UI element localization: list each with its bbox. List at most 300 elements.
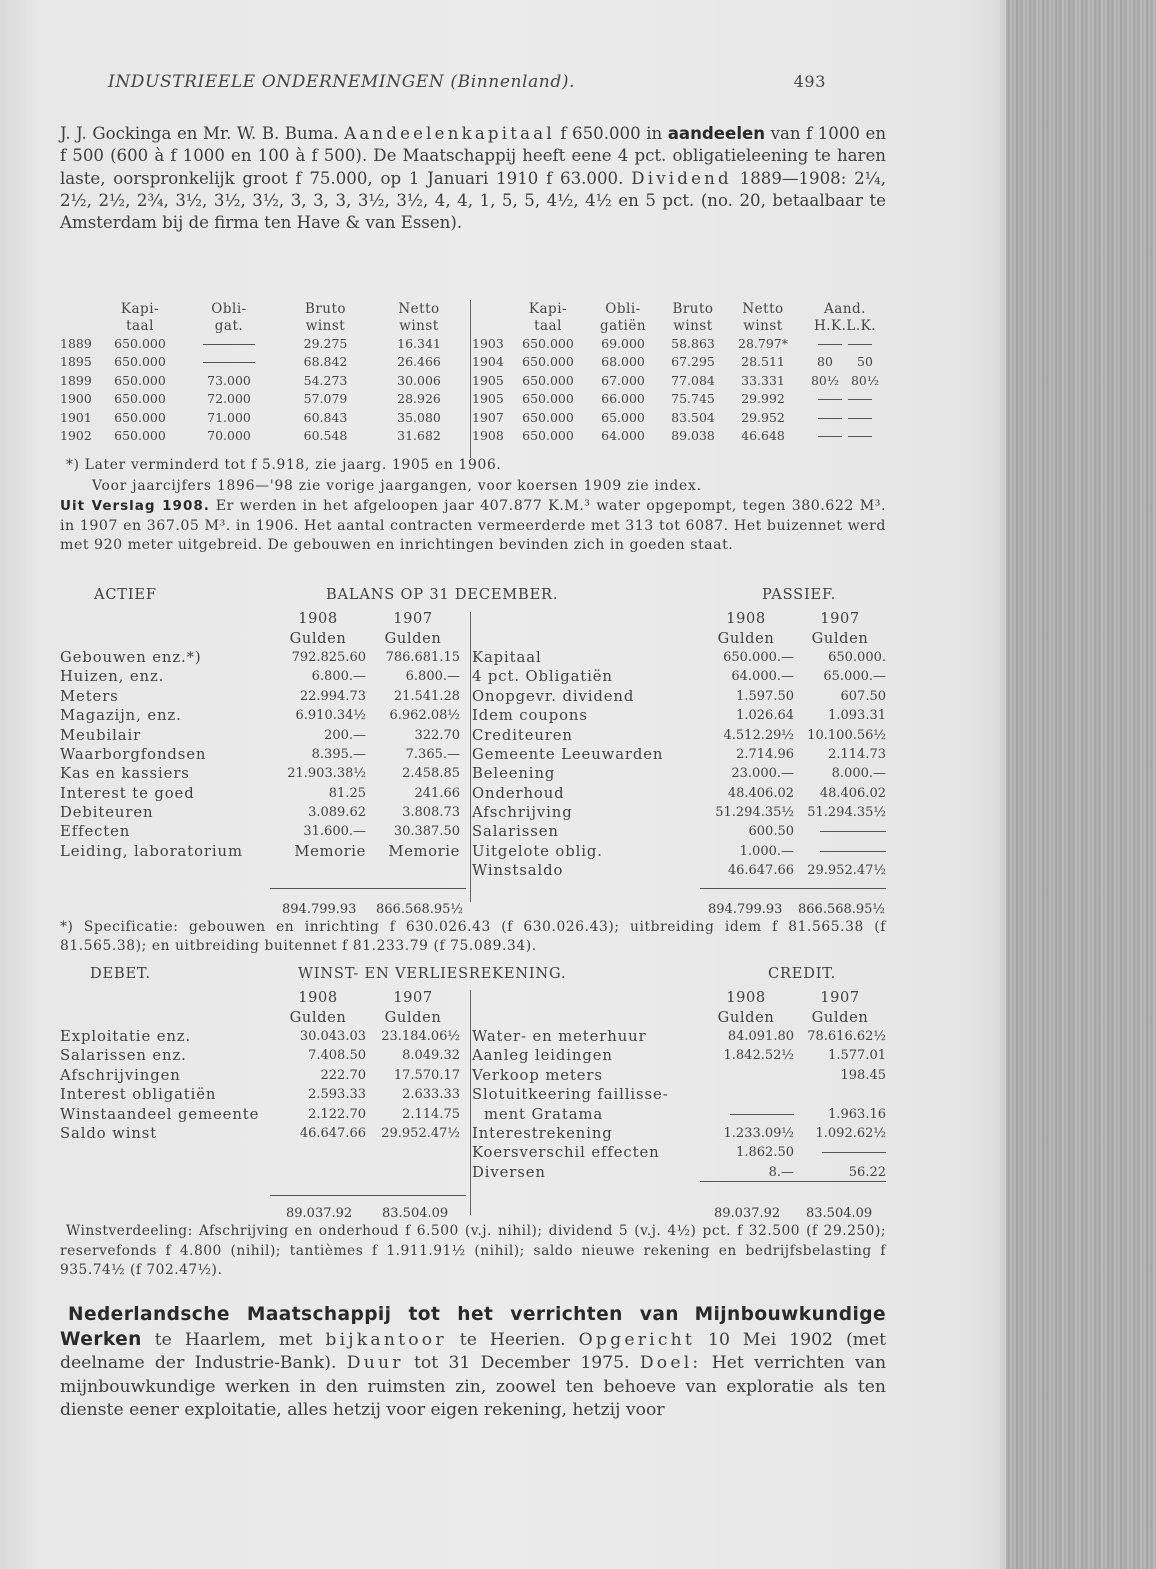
- table-row: [472, 1124, 886, 1143]
- value-1908: 3.089.62: [308, 805, 366, 821]
- row-label: Waarborgfondsen: [60, 745, 207, 763]
- table-row: [472, 1066, 886, 1085]
- obligat: 67.000: [601, 372, 645, 388]
- value-1908: 46.647.66: [299, 1125, 366, 1141]
- kapitaal: 650.000: [522, 372, 574, 388]
- row-label: Leiding, laboratorium: [60, 842, 243, 860]
- year-header-row: [60, 609, 460, 628]
- obligat: 69.000: [601, 335, 645, 351]
- yearly-note: Voor jaarcijfers 1896—'98 zie vorige jaargangen, voor koersen 1909 zie index.: [92, 478, 702, 494]
- value-1907: 2.458.85: [402, 766, 460, 782]
- value-1908: 46.647.66: [727, 863, 794, 879]
- value-1907: 8.000.—: [831, 766, 886, 782]
- row-label: Afschrijving: [472, 804, 573, 822]
- debet-total-1908: 89.037.92: [286, 1206, 353, 1221]
- value-1908: 64.000.—: [731, 669, 794, 685]
- debet-total-1907: 83.504.09: [382, 1206, 449, 1221]
- table-row: [472, 784, 886, 803]
- value-1907: 6.962.08½: [389, 708, 460, 724]
- table-row: [60, 1124, 460, 1143]
- passief-total-rule: [700, 888, 886, 889]
- table-row: [60, 706, 460, 725]
- value-1907: 48.406.02: [819, 785, 886, 801]
- col-obligatien-2: gatiën: [599, 317, 647, 334]
- value-1908: 600.50: [748, 824, 794, 840]
- table-row: [60, 648, 460, 667]
- row-label: Meters: [60, 687, 119, 705]
- header-row-1: [60, 300, 465, 317]
- row-label: Aanleg leidingen: [472, 1047, 613, 1065]
- header-row-1: [472, 300, 892, 317]
- row-label: Idem coupons: [472, 707, 588, 725]
- value-1908: 48.406.02: [727, 785, 794, 801]
- lk: 80½: [850, 372, 880, 388]
- value-1908: 4.512.29½: [723, 727, 794, 743]
- label-opgericht: Opgericht: [578, 1329, 696, 1350]
- bruto: 67.295: [671, 354, 715, 370]
- year: 1901: [60, 409, 92, 425]
- value-1908: 51.294.35½: [715, 805, 794, 821]
- value-1908-dash: [698, 1104, 794, 1123]
- row-label: Meubilair: [60, 726, 142, 744]
- year: 1889: [60, 335, 92, 351]
- row-label: Crediteuren: [472, 726, 573, 744]
- table-row: [472, 1143, 886, 1162]
- company-name-line1: Nederlandsche Maatschappij tot het verrichten van: [68, 1304, 679, 1325]
- table-row: [472, 745, 886, 764]
- row-label: Onderhoud: [472, 784, 565, 802]
- debet-heading: DEBET.: [90, 965, 151, 982]
- value-1908: 1.862.50: [736, 1145, 794, 1161]
- value-1907: [794, 1085, 886, 1104]
- row-label: Salarissen enz.: [60, 1047, 187, 1065]
- actief-total-1908: 894.799.93: [282, 902, 357, 917]
- value-1907: 21.541.28: [393, 688, 460, 704]
- credit-total-rule: [700, 1181, 886, 1182]
- pl-title: WINST- EN VERLIESREKENING.: [298, 965, 567, 982]
- yearly-footnote: *) Later verminderd tot f 5.918, zie jaarg. 1905 en 1906.: [66, 457, 502, 473]
- obligat: 72.000: [207, 391, 251, 407]
- table-row: [60, 390, 465, 409]
- netto: 35.080: [397, 409, 441, 425]
- intro-paragraph: [60, 123, 886, 234]
- table-row: [472, 803, 886, 822]
- passief-total-1908: 894.799.93: [708, 902, 783, 917]
- netto: 31.682: [397, 428, 441, 444]
- col-unit-1908: Gulden: [717, 629, 775, 647]
- year: 1908: [472, 428, 504, 444]
- table-divider: [470, 300, 471, 458]
- winstverdeeling-paragraph: Winstverdeeling: Afschrijving en onderhoud f 6.500 (v.j. nihil); dividend 5 (v.j. 4½) pct. f 32.500 (f 29.250); reservefonds f 4.800 (nihil); tantièmes f 1.911.91½ (nihil); saldo nieuwe rekening en bedrijfsbelasting f 935.74½ (f 702.47½).: [60, 1223, 886, 1278]
- kapitaal: 650.000: [114, 372, 166, 388]
- table-row: [472, 842, 886, 861]
- bruto: 68.842: [303, 354, 348, 370]
- value-1908: [698, 1085, 794, 1104]
- value-1908: 22.994.73: [299, 688, 366, 704]
- table-row: [60, 1104, 460, 1123]
- branch-location: te Heerien.: [459, 1329, 566, 1350]
- obligat: 64.000: [601, 428, 645, 444]
- kapitaal: 650.000: [522, 428, 574, 444]
- dividend-text: 1889—1908: 2¼, 2½, 2½, 2¾, 3½, 3½, 3½, 3, 3, 3, 3½, 3½, 4, 4, 1, 5, 5, 4½, 4½ en 5 pct. (no. 20, betaalbaar te Amsterdam bij de firma ten Have & van Essen).: [60, 168, 886, 233]
- table-row: [60, 764, 460, 783]
- value-1907: 10.100.56½: [807, 727, 886, 743]
- col-1907: 1907: [393, 610, 433, 628]
- value-1907: 30.387.50: [393, 824, 460, 840]
- passief-table: [472, 609, 886, 880]
- table-row: [60, 1066, 460, 1085]
- table-row: [472, 408, 892, 427]
- page-number: 493: [793, 72, 826, 91]
- col-unit-1907: Gulden: [811, 629, 869, 647]
- col-1907: 1907: [820, 610, 860, 628]
- row-label: Gebouwen enz.*): [60, 648, 202, 666]
- intro-shares-text: van f 1000 en f 500 (600 à f 1000 en 100 à f 500). De Maatschappij heeft eene 4 pct. obligatieleening te haren laste, oorspronkelijk groot f 75.000, op 1 Januari 1910 f 63.000.: [60, 124, 887, 188]
- table-row: [60, 1027, 460, 1046]
- kapitaal: 650.000: [114, 409, 166, 425]
- year: 1895: [60, 354, 92, 370]
- row-label: Onopgevr. dividend: [472, 687, 635, 705]
- obligat: 73.000: [207, 372, 251, 388]
- value-1908: 792.825.60: [291, 649, 366, 665]
- col-1907: 1907: [820, 989, 860, 1007]
- table-row: [472, 667, 886, 686]
- row-label: Winstaandeel gemeente: [60, 1105, 260, 1123]
- aand: [798, 371, 892, 390]
- value-1908: 6.800.—: [311, 669, 366, 685]
- col-hklk: H.K.L.K.: [813, 317, 877, 334]
- table-row: [472, 822, 886, 841]
- table-row: [472, 1046, 886, 1065]
- obligat-dash: [180, 334, 278, 353]
- col-kapitaal: Kapi-: [120, 300, 160, 317]
- value-1907-dash: [794, 822, 886, 841]
- value-1907: 56.22: [848, 1164, 886, 1180]
- table-row: [60, 687, 460, 706]
- col-netto: Netto: [742, 300, 784, 317]
- value-1908: Memorie: [294, 842, 366, 860]
- passief-heading: PASSIEF.: [762, 586, 837, 603]
- value-1907: 2.114.75: [402, 1106, 460, 1122]
- row-label: Effecten: [60, 823, 131, 841]
- value-1907: 1.577.01: [828, 1048, 886, 1064]
- label-dividend: Dividend: [631, 168, 732, 188]
- row-label: Kas en kassiers: [60, 765, 190, 783]
- netto: 16.341: [397, 335, 441, 351]
- col-netto: Netto: [398, 300, 440, 317]
- value-1907: 8.049.32: [402, 1048, 460, 1064]
- table-row: [472, 648, 886, 667]
- value-1908: 200.—: [324, 727, 366, 743]
- table-row: [60, 1085, 460, 1104]
- kapitaal: 650.000: [114, 428, 166, 444]
- bruto: 29.275: [303, 335, 348, 351]
- year: 1905: [472, 391, 504, 407]
- row-label: Winstsaldo: [472, 862, 564, 880]
- lk: 50: [857, 354, 873, 370]
- value-1908: 81.25: [328, 785, 366, 801]
- value-1907: 29.952.47½: [807, 863, 886, 879]
- kapitaal: 650.000: [522, 391, 574, 407]
- value-1907: 1.963.16: [828, 1106, 886, 1122]
- value-1907: 241.66: [414, 785, 460, 801]
- table-row: [472, 764, 886, 783]
- table-row: [472, 1104, 886, 1123]
- value-1907: 2.633.33: [402, 1087, 460, 1103]
- row-label: Uitgelote oblig.: [472, 842, 603, 860]
- table-row: [472, 371, 892, 390]
- table-row: [60, 745, 460, 764]
- debet-table: [60, 988, 460, 1143]
- col-bruto-2: winst: [305, 317, 346, 334]
- row-label: Saldo winst: [60, 1124, 158, 1142]
- row-label: Beleening: [472, 765, 556, 783]
- value-1907: 78.616.62½: [807, 1028, 886, 1044]
- row-label: Debiteuren: [60, 804, 154, 822]
- capital-amount: f 650.000: [560, 124, 641, 143]
- obligat: 68.000: [601, 354, 645, 370]
- row-label: Salarissen: [472, 823, 559, 841]
- aand: [798, 353, 892, 372]
- col-unit-1907: Gulden: [384, 629, 442, 647]
- value-1908: 222.70: [320, 1067, 366, 1083]
- table-row: [60, 427, 465, 446]
- year-header-row: [472, 609, 886, 628]
- table-row: [60, 371, 465, 390]
- intro-directors: J. J. Gockinga en Mr. W. B. Buma.: [60, 124, 339, 143]
- value-1908: 31.600.—: [303, 824, 366, 840]
- col-aand: Aand.: [824, 300, 866, 317]
- page-stack-edge: [1000, 0, 1156, 1569]
- netto: 28.511: [741, 354, 785, 370]
- kapitaal: 650.000: [522, 354, 574, 370]
- col-obligatien: Obli-: [605, 300, 641, 317]
- header-row-2: [472, 317, 892, 334]
- actief-total-rule: [270, 888, 466, 889]
- duration-text: tot 31 December 1975.: [414, 1353, 630, 1373]
- bruto: 60.843: [303, 409, 348, 425]
- actief-heading: ACTIEF: [94, 586, 157, 603]
- row-label: Interest te goed: [60, 784, 195, 802]
- credit-heading: CREDIT.: [768, 965, 837, 982]
- row-label: Koersverschil effecten: [472, 1144, 660, 1162]
- value-1907: 7.365.—: [405, 746, 460, 762]
- value-1907: 2.114.73: [828, 746, 886, 762]
- value-1907: 1.093.31: [828, 708, 886, 724]
- row-label: 4 pct. Obligatiën: [472, 668, 613, 686]
- table-row: [472, 1163, 886, 1182]
- col-unit-1907: Gulden: [811, 1008, 869, 1026]
- col-kapitaal: Kapi-: [528, 300, 568, 317]
- aand-dashes: [798, 334, 892, 353]
- col-bruto-2: winst: [673, 317, 713, 334]
- value-1907: 786.681.15: [385, 649, 460, 665]
- bruto: 58.863: [671, 335, 715, 351]
- value-1907: 51.294.35½: [807, 805, 886, 821]
- value-1908: [698, 1066, 794, 1085]
- value-1907-dash: [794, 842, 886, 861]
- header-row-2: [60, 317, 465, 334]
- value-1908: 1.000.—: [739, 843, 794, 859]
- netto: 46.648: [741, 428, 785, 444]
- hk: 80½: [810, 372, 840, 388]
- netto: 26.466: [397, 354, 441, 370]
- bruto: 54.273: [303, 372, 348, 388]
- table-row: [60, 803, 460, 822]
- col-unit-1908: Gulden: [717, 1008, 775, 1026]
- passief-total-1907: 866.568.95½: [798, 902, 886, 917]
- debet-total-rule: [270, 1195, 466, 1196]
- year: 1900: [60, 391, 92, 407]
- credit-table: [472, 988, 886, 1182]
- col-1907: 1907: [393, 989, 433, 1007]
- value-1908: 1.597.50: [736, 688, 794, 704]
- table-row: [472, 1027, 886, 1046]
- col-1908: 1908: [726, 989, 766, 1007]
- row-label: Water- en meterhuur: [472, 1027, 647, 1045]
- row-label: Interestrekening: [472, 1124, 613, 1142]
- table-row: [60, 842, 460, 861]
- table-row: [60, 667, 460, 686]
- netto: 28.926: [397, 391, 441, 407]
- value-1908: 8.—: [768, 1164, 794, 1180]
- value-1907: 650.000.: [828, 649, 886, 665]
- value-1908: 2.714.96: [736, 746, 794, 762]
- verslag-text: Er werden in het afgeloopen jaar 407.877 K.M.³ water opgepompt, tegen 380.622 M³. in 1907 en 367.05 M³. in 1906. Het aantal contracten vermeerderde met 313 tot 6087. Het buizennet werd met 920 meter uitgebreid. De gebouwen en inrichtingen bevinden zich in goeden staat.: [60, 498, 887, 554]
- value-1907: 3.808.73: [402, 805, 460, 821]
- value-1908: 8.395.—: [311, 746, 366, 762]
- value-1907: 65.000.—: [823, 669, 886, 685]
- value-1908: 1.026.64: [736, 708, 794, 724]
- year: 1903: [472, 335, 504, 351]
- table-row: [472, 1085, 886, 1104]
- value-1908: 6.910.34½: [295, 708, 366, 724]
- row-label: Afschrijvingen: [60, 1066, 181, 1084]
- obligat: 71.000: [207, 409, 251, 425]
- row-label: Exploitatie enz.: [60, 1027, 192, 1045]
- balance-footnote: *) Specificatie: gebouwen en inrichting f 630.026.43 (f 630.026.43); uitbreiding idem f 81.565.38 (f 81.565.38); en uitbreiding buitennet f 81.233.79 (f 75.089.34).: [60, 919, 886, 955]
- col-netto-2: winst: [743, 317, 783, 334]
- label-duur: Duur: [346, 1353, 404, 1373]
- col-netto-2: winst: [399, 317, 439, 334]
- bruto: 57.079: [303, 391, 348, 407]
- col-kapitaal-2: taal: [126, 317, 154, 334]
- netto: 28.797*: [738, 335, 788, 351]
- bruto: 83.504: [671, 409, 715, 425]
- table-row: [60, 784, 460, 803]
- year: 1907: [472, 409, 504, 425]
- value-1907-dash: [794, 1143, 886, 1162]
- running-header: [108, 72, 826, 92]
- next-entry-paragraph: [60, 1303, 886, 1423]
- text-in: in: [646, 124, 663, 143]
- col-obligat: Obli-: [211, 300, 247, 317]
- value-1908: 2.593.33: [308, 1087, 366, 1103]
- table-row: [60, 725, 460, 744]
- row-label: Gemeente Leeuwarden: [472, 745, 664, 763]
- obligat: 70.000: [207, 428, 251, 444]
- unit-header-row: [472, 628, 886, 647]
- col-unit-1908: Gulden: [289, 1008, 347, 1026]
- table-row: [60, 353, 465, 372]
- table-row: [60, 408, 465, 427]
- yearly-table-left: [60, 300, 465, 445]
- table-row: [472, 334, 892, 353]
- table-row: [472, 390, 892, 409]
- value-1907: 23.184.06½: [381, 1028, 460, 1044]
- table-row: [60, 822, 460, 841]
- netto: 29.952: [741, 409, 785, 425]
- unit-header-row: [60, 628, 460, 647]
- value-1907: 198.45: [840, 1067, 886, 1083]
- founded-text: 10 Mei 1902 (met deelname der Industrie-Bank).: [60, 1329, 887, 1373]
- obligat-dash: [180, 353, 278, 372]
- kapitaal: 650.000: [114, 335, 166, 351]
- yearly-table-right: [472, 300, 892, 445]
- verslag-paragraph: [60, 497, 886, 556]
- col-1908: 1908: [298, 610, 338, 628]
- label-doel: Doel:: [639, 1353, 702, 1373]
- netto: 33.331: [741, 372, 785, 388]
- verslag-label: Uit Verslag 1908.: [60, 498, 210, 514]
- col-unit-1907: Gulden: [384, 1008, 442, 1026]
- row-label: Slotuitkeering faillisse-: [472, 1086, 669, 1104]
- bruto: 89.038: [671, 428, 715, 444]
- table-row: [472, 861, 886, 880]
- credit-total-1907: 83.504.09: [806, 1206, 873, 1221]
- value-1907: 29.952.47½: [381, 1125, 460, 1141]
- table-row: [60, 1046, 460, 1065]
- aand-dashes: [798, 408, 892, 427]
- balance-divider: [470, 612, 471, 902]
- netto: 30.006: [397, 372, 441, 388]
- aand-dashes: [798, 390, 892, 409]
- netto: 29.992: [741, 391, 785, 407]
- kapitaal: 650.000: [522, 409, 574, 425]
- table-row: [472, 725, 886, 744]
- year: 1899: [60, 372, 92, 388]
- row-label: Interest obligatiën: [60, 1086, 217, 1104]
- row-label: Diversen: [472, 1163, 546, 1181]
- value-1908: 21.903.38½: [287, 766, 366, 782]
- table-row: [472, 687, 886, 706]
- col-kapitaal-2: taal: [534, 317, 562, 334]
- table-row: [472, 353, 892, 372]
- kapitaal: 650.000: [114, 391, 166, 407]
- pl-divider: [470, 990, 471, 1215]
- value-1907: 1.092.62½: [815, 1125, 886, 1141]
- row-label: ment Gratama: [484, 1105, 604, 1123]
- row-label: Huizen, enz.: [60, 668, 165, 686]
- purpose-text: Het verrichten van mijnbouwkundige werken in den ruimsten zin, zoowel ten behoeve van exploratie als ten dienste eener exploitatie, alles hetzij voor eigen rekening, hetzij voor: [60, 1353, 887, 1420]
- obligat: 66.000: [601, 391, 645, 407]
- kapitaal: 650.000: [114, 354, 166, 370]
- row-label: Verkoop meters: [472, 1066, 603, 1084]
- col-unit-1908: Gulden: [289, 629, 347, 647]
- kapitaal: 650.000: [522, 335, 574, 351]
- value-1908: 30.043.03: [299, 1028, 366, 1044]
- value-1907: Memorie: [388, 842, 460, 860]
- value-1907: 322.70: [414, 727, 460, 743]
- running-title: INDUSTRIEELE ONDERNEMINGEN (Binnenland).: [108, 72, 576, 92]
- balance-title: BALANS OP 31 DECEMBER.: [326, 586, 559, 603]
- value-1907: 17.570.17: [393, 1067, 460, 1083]
- row-label: Kapitaal: [472, 648, 542, 666]
- value-1908: 2.122.70: [308, 1106, 366, 1122]
- year-header-row: [60, 988, 460, 1007]
- label-bijkantoor: bijkantoor: [325, 1329, 447, 1350]
- value-1908: 84.091.80: [727, 1028, 794, 1044]
